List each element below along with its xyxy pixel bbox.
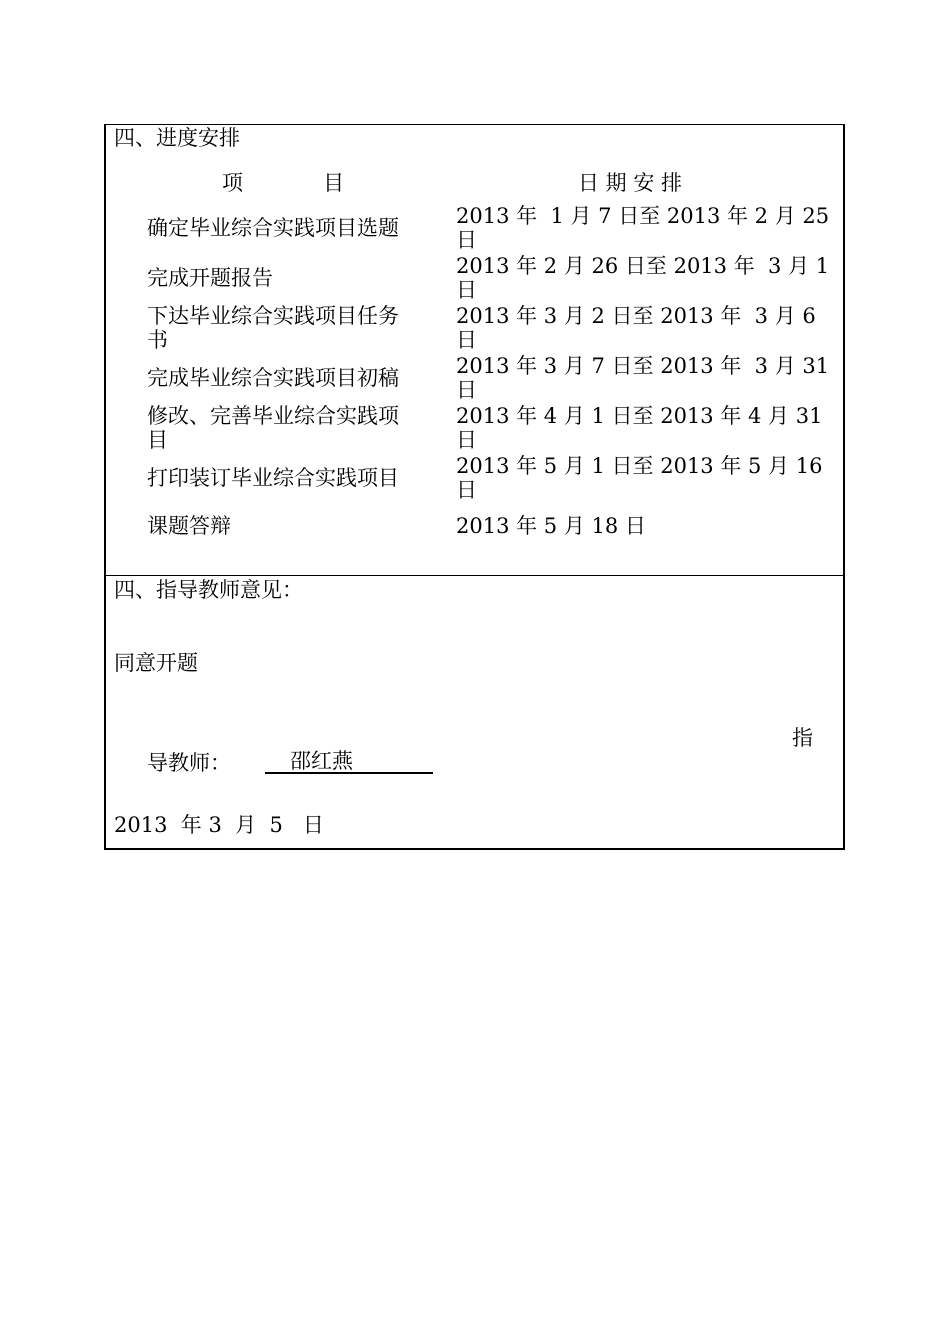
row-7-item: 课题答辩 xyxy=(147,514,231,538)
row-4-date-line1: 2013 年 3 月 7 日至 2013 年 3 月 31 xyxy=(456,354,830,378)
row-5-item-line2: 目 xyxy=(147,428,168,452)
signature-underline xyxy=(265,772,433,774)
opinion-date: 2013 年 3 月 5 日 xyxy=(114,813,324,837)
row-2-item: 完成开题报告 xyxy=(147,266,273,290)
row-5-date-line2: 日 xyxy=(456,428,477,452)
row-3-item: 下达毕业综合实践项目任务 xyxy=(147,304,399,328)
row-4-date-line2: 日 xyxy=(456,378,477,402)
opinion-content: 同意开题 xyxy=(114,651,198,675)
row-2-date-line2: 日 xyxy=(456,278,477,302)
header-item: 项 目 xyxy=(222,171,345,195)
row-1-date-line2: 日 xyxy=(456,228,477,252)
row-3-date-line2: 日 xyxy=(456,328,477,352)
row-7-date: 2013 年 5 月 18 日 xyxy=(456,514,646,538)
signature-name: 邵红燕 xyxy=(290,749,353,773)
row-5-date-line1: 2013 年 4 月 1 日至 2013 年 4 月 31 xyxy=(456,404,823,428)
row-2-date-line1: 2013 年 2 月 26 日至 2013 年 3 月 1 xyxy=(456,254,830,278)
row-1-item: 确定毕业综合实践项目选题 xyxy=(147,216,399,240)
header-date: 日 期 安 排 xyxy=(578,171,683,195)
row-3-item-line2: 书 xyxy=(147,328,168,352)
section-divider xyxy=(104,575,845,576)
row-4-item: 完成毕业综合实践项目初稿 xyxy=(147,366,399,390)
section-title-opinion: 四、指导教师意见： xyxy=(114,578,303,602)
row-1-date-line1: 2013 年 1 月 7 日至 2013 年 2 月 25 xyxy=(456,204,830,228)
section-title-schedule: 四、进度安排 xyxy=(114,126,240,150)
row-3-date-line1: 2013 年 3 月 2 日至 2013 年 3 月 6 xyxy=(456,304,816,328)
signature-prefix: 指 xyxy=(792,726,813,750)
row-6-date-line2: 日 xyxy=(456,478,477,502)
row-6-item: 打印装订毕业综合实践项目 xyxy=(147,466,399,490)
row-6-date-line1: 2013 年 5 月 1 日至 2013 年 5 月 16 xyxy=(456,454,823,478)
row-5-item: 修改、完善毕业综合实践项 xyxy=(147,404,399,428)
signature-label: 导教师： xyxy=(147,751,231,775)
